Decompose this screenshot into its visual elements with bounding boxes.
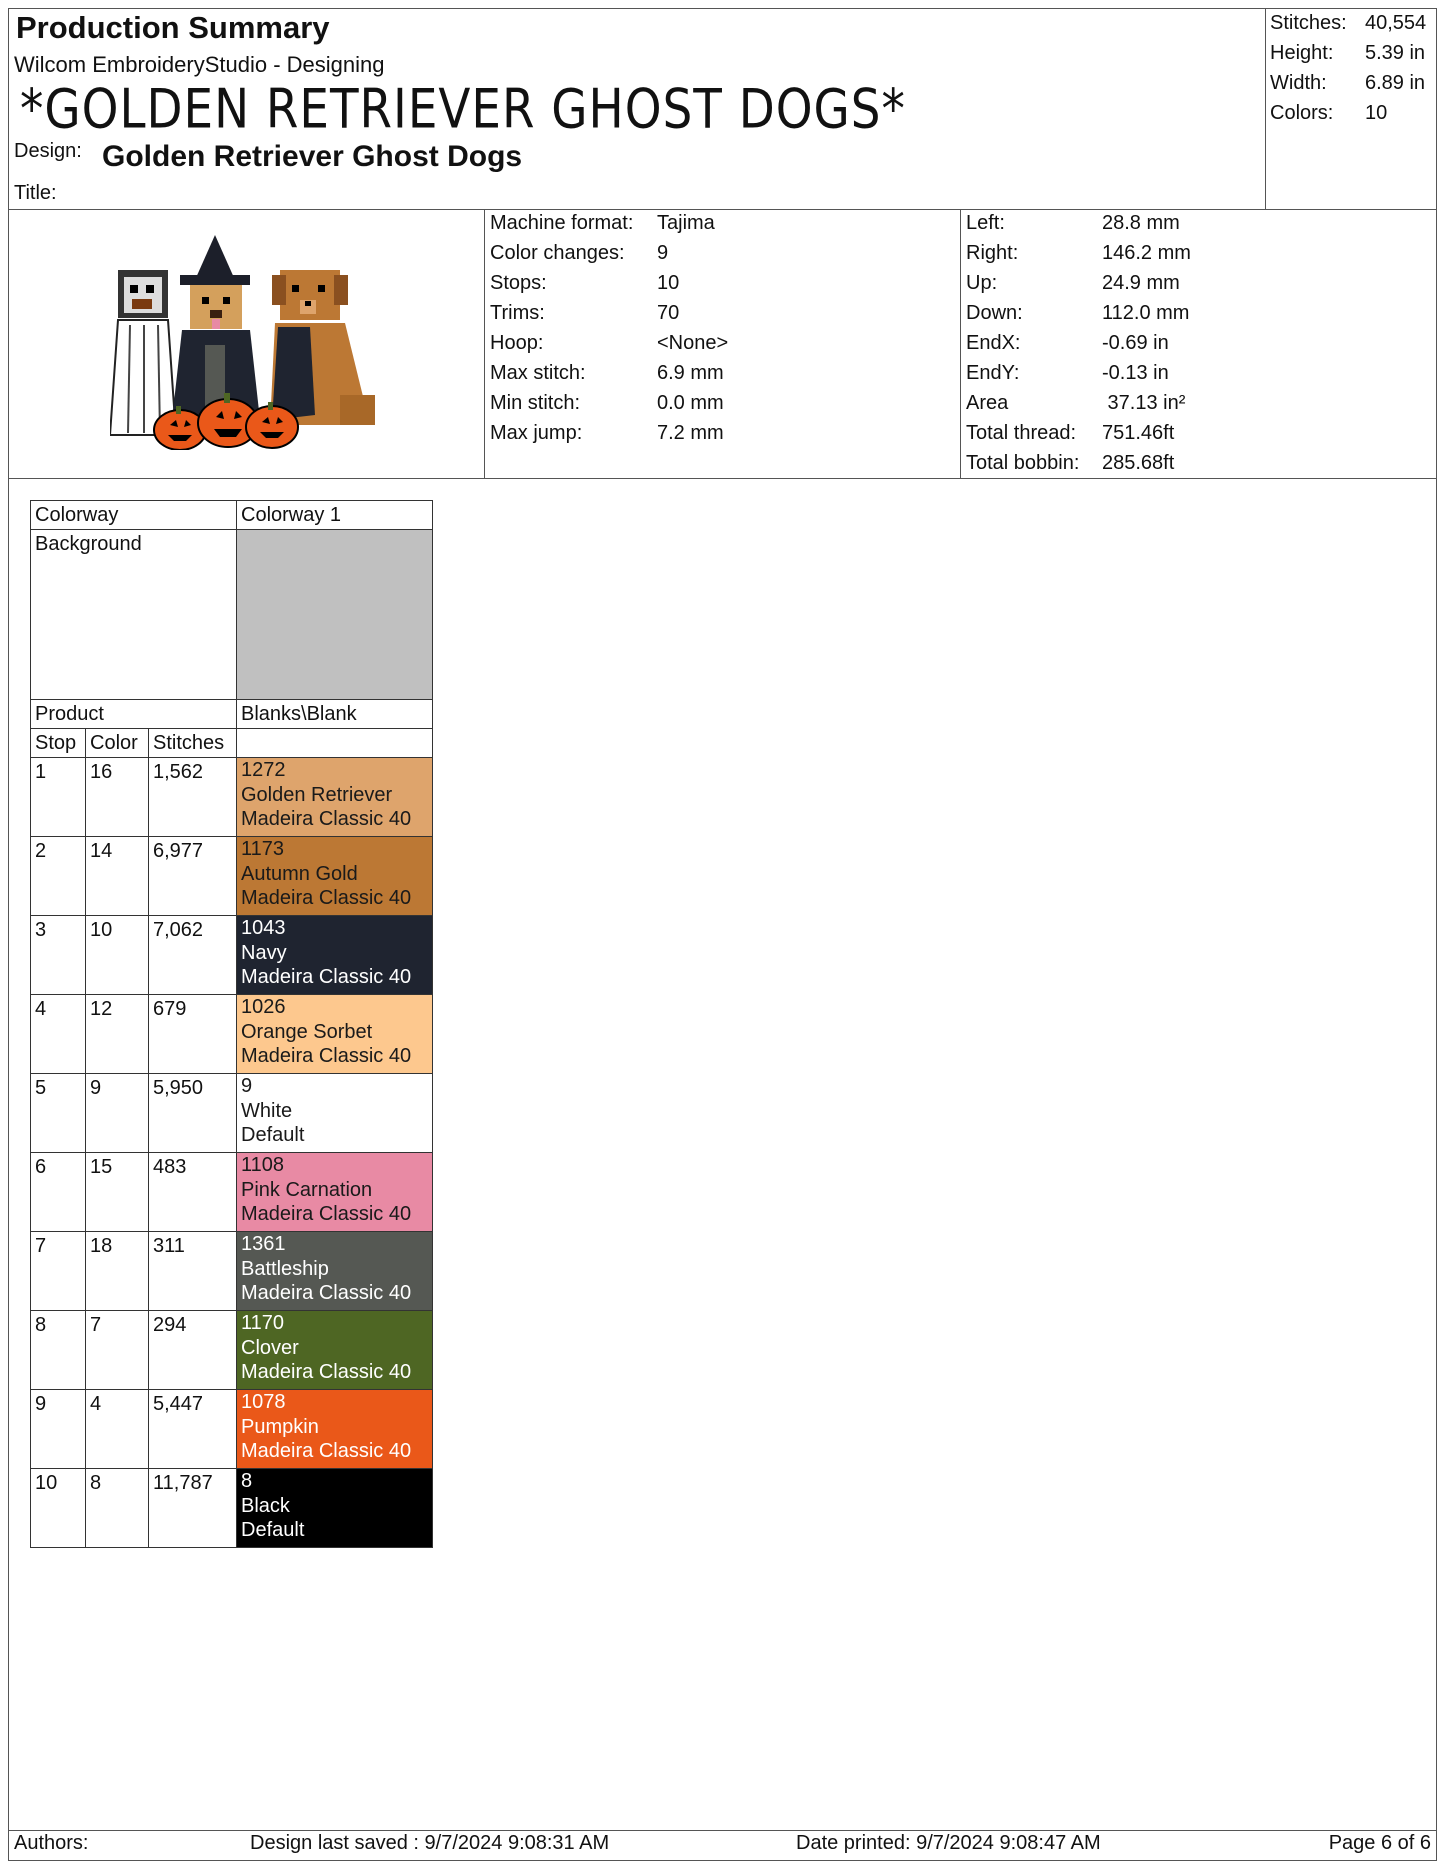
summary-panel bbox=[1270, 8, 1426, 128]
colorway-header-row bbox=[31, 501, 433, 530]
extents-label: Up: bbox=[966, 272, 998, 294]
machine-value: 7.2 mm bbox=[657, 422, 724, 444]
thread-code: 1026 bbox=[241, 996, 286, 1018]
machine-row bbox=[490, 418, 728, 448]
thread-code: 1361 bbox=[241, 1233, 286, 1255]
machine-label: Hoop: bbox=[490, 332, 544, 354]
design-label: Design: bbox=[14, 140, 82, 162]
extents-row bbox=[966, 298, 1191, 328]
machine-label: Max jump: bbox=[490, 422, 583, 444]
summary-label: Colors: bbox=[1270, 102, 1334, 124]
thread-swatch bbox=[237, 1311, 433, 1390]
machine-label: Color changes: bbox=[490, 242, 625, 264]
summary-row bbox=[1270, 68, 1426, 98]
color-number: 8 bbox=[86, 1469, 149, 1548]
colorway-label: Colorway bbox=[31, 501, 237, 530]
machine-row bbox=[490, 388, 728, 418]
thread-swatch bbox=[237, 1074, 433, 1153]
extents-value: 285.68ft bbox=[1102, 452, 1175, 474]
thread-brand: Madeira Classic 40 bbox=[241, 1440, 412, 1462]
extents-label: EndY: bbox=[966, 362, 1020, 384]
column-header-row bbox=[31, 729, 433, 758]
stitch-count: 11,787 bbox=[149, 1469, 237, 1548]
stitch-count: 5,950 bbox=[149, 1074, 237, 1153]
thread-swatch bbox=[237, 1232, 433, 1311]
machine-value: 6.9 mm bbox=[657, 362, 724, 384]
stop-number: 9 bbox=[31, 1390, 86, 1469]
extents-value: 751.46ft bbox=[1102, 422, 1175, 444]
golden-dog-figure bbox=[270, 270, 375, 425]
thread-name: Battleship bbox=[241, 1257, 329, 1280]
summary-row bbox=[1270, 8, 1426, 38]
title-label: Title: bbox=[14, 182, 57, 204]
machine-label: Machine format: bbox=[490, 212, 634, 234]
machine-value: 9 bbox=[657, 242, 669, 264]
extents-value: 28.8 mm bbox=[1102, 212, 1180, 234]
stitch-count: 294 bbox=[149, 1311, 237, 1390]
extents-label: Total bobbin: bbox=[966, 452, 1080, 474]
extents-label: Down: bbox=[966, 302, 1023, 324]
extents-value: 112.0 mm bbox=[1102, 302, 1190, 324]
thread-swatch bbox=[237, 995, 433, 1074]
thread-brand: Default bbox=[241, 1519, 305, 1541]
machine-row bbox=[490, 238, 728, 268]
background-label: Background bbox=[31, 530, 237, 700]
info-bottom-line bbox=[8, 478, 1437, 479]
color-number: 4 bbox=[86, 1390, 149, 1469]
extents-label: Total thread: bbox=[966, 422, 1077, 444]
machine-value: 70 bbox=[657, 302, 680, 324]
footer-authors: Authors: bbox=[14, 1832, 89, 1854]
extents-row bbox=[966, 358, 1191, 388]
color-stop-row bbox=[31, 995, 433, 1074]
info-divider-1 bbox=[484, 209, 485, 478]
footer-date-printed: Date printed: 9/7/2024 9:08:47 AM bbox=[796, 1832, 1101, 1854]
extents-row bbox=[966, 388, 1191, 418]
stop-number: 4 bbox=[31, 995, 86, 1074]
extents-row bbox=[966, 238, 1191, 268]
thread-name: Golden Retriever bbox=[241, 783, 393, 806]
design-name: Golden Retriever Ghost Dogs bbox=[102, 140, 523, 173]
stitch-count: 311 bbox=[149, 1232, 237, 1311]
summary-value: 10 bbox=[1365, 102, 1388, 124]
machine-label: Max stitch: bbox=[490, 362, 586, 384]
machine-label: Min stitch: bbox=[490, 392, 581, 414]
machine-row bbox=[490, 208, 728, 238]
stop-number: 7 bbox=[31, 1232, 86, 1311]
thread-brand: Madeira Classic 40 bbox=[241, 887, 412, 909]
design-preview-image bbox=[110, 235, 390, 450]
thread-brand: Madeira Classic 40 bbox=[241, 808, 412, 830]
col-stitches-header: Stitches bbox=[149, 729, 237, 758]
machine-row bbox=[490, 358, 728, 388]
thread-name: Autumn Gold bbox=[241, 862, 358, 885]
thread-brand: Default bbox=[241, 1124, 305, 1146]
stitch-count: 679 bbox=[149, 995, 237, 1074]
extents-row bbox=[966, 208, 1191, 238]
extents-panel bbox=[966, 208, 1191, 478]
summary-label: Height: bbox=[1270, 42, 1334, 64]
thread-brand: Madeira Classic 40 bbox=[241, 966, 412, 988]
color-stop-row bbox=[31, 837, 433, 916]
extents-value: 24.9 mm bbox=[1102, 272, 1180, 294]
summary-value: 40,554 bbox=[1365, 12, 1427, 34]
color-stop-row bbox=[31, 1311, 433, 1390]
thread-swatch bbox=[237, 1153, 433, 1232]
color-number: 9 bbox=[86, 1074, 149, 1153]
thread-brand: Madeira Classic 40 bbox=[241, 1045, 412, 1067]
color-stop-row bbox=[31, 758, 433, 837]
extents-value: -0.69 in bbox=[1102, 332, 1169, 354]
product-label: Product bbox=[31, 700, 237, 729]
stitch-count: 7,062 bbox=[149, 916, 237, 995]
colorway-table bbox=[30, 500, 433, 1548]
col-stop-header: Stop bbox=[31, 729, 86, 758]
background-swatch bbox=[237, 530, 433, 700]
product-value: Blanks\Blank bbox=[237, 700, 433, 729]
footer-last-saved: Design last saved : 9/7/2024 9:08:31 AM bbox=[250, 1832, 610, 1854]
summary-value: 6.89 in bbox=[1365, 72, 1426, 94]
color-number: 10 bbox=[86, 916, 149, 995]
machine-label: Trims: bbox=[490, 302, 545, 324]
design-banner: *GOLDEN RETRIEVER GHOST DOGS* bbox=[20, 78, 906, 141]
software-name: Wilcom EmbroideryStudio - Designing bbox=[14, 52, 385, 77]
machine-label: Stops: bbox=[490, 272, 547, 294]
color-stop-row bbox=[31, 916, 433, 995]
thread-code: 1272 bbox=[241, 759, 286, 781]
thread-code: 1108 bbox=[241, 1154, 285, 1176]
color-stop-row bbox=[31, 1390, 433, 1469]
thread-name: White bbox=[241, 1099, 293, 1122]
color-stop-row bbox=[31, 1469, 433, 1548]
extents-label: Left: bbox=[966, 212, 1005, 234]
extents-label: Right: bbox=[966, 242, 1019, 264]
thread-name: Pumpkin bbox=[241, 1415, 319, 1438]
thread-name: Orange Sorbet bbox=[241, 1020, 373, 1043]
thread-code: 1170 bbox=[241, 1312, 285, 1334]
machine-row bbox=[490, 268, 728, 298]
extents-value: 146.2 mm bbox=[1102, 242, 1191, 264]
thread-name: Pink Carnation bbox=[241, 1178, 373, 1201]
stitch-count: 1,562 bbox=[149, 758, 237, 837]
thread-code: 1078 bbox=[241, 1391, 286, 1413]
thread-brand: Madeira Classic 40 bbox=[241, 1203, 412, 1225]
footer-top-line bbox=[8, 1830, 1437, 1831]
extents-label: EndX: bbox=[966, 332, 1021, 354]
machine-value: <None> bbox=[657, 332, 729, 354]
summary-label: Width: bbox=[1270, 72, 1327, 94]
thread-brand: Madeira Classic 40 bbox=[241, 1282, 412, 1304]
machine-row bbox=[490, 328, 728, 358]
extents-row bbox=[966, 418, 1191, 448]
thread-swatch bbox=[237, 916, 433, 995]
stitch-count: 6,977 bbox=[149, 837, 237, 916]
background-row bbox=[31, 530, 433, 700]
color-stop-row bbox=[31, 1074, 433, 1153]
thread-name: Black bbox=[241, 1494, 290, 1517]
stop-number: 8 bbox=[31, 1311, 86, 1390]
header-divider bbox=[1265, 8, 1266, 209]
thread-brand: Madeira Classic 40 bbox=[241, 1361, 412, 1383]
stop-number: 10 bbox=[31, 1469, 86, 1548]
ghost-dog-figure bbox=[110, 270, 176, 435]
col-thread-header bbox=[237, 729, 433, 758]
stop-number: 1 bbox=[31, 758, 86, 837]
stitch-count: 5,447 bbox=[149, 1390, 237, 1469]
product-row bbox=[31, 700, 433, 729]
extents-row bbox=[966, 328, 1191, 358]
color-number: 18 bbox=[86, 1232, 149, 1311]
machine-value: 0.0 mm bbox=[657, 392, 724, 414]
extents-value: -0.13 in bbox=[1102, 362, 1169, 384]
thread-swatch bbox=[237, 1390, 433, 1469]
summary-value: 5.39 in bbox=[1365, 42, 1426, 64]
stop-number: 6 bbox=[31, 1153, 86, 1232]
thread-code: 1043 bbox=[241, 917, 286, 939]
witch-dog-figure bbox=[172, 235, 260, 420]
extents-value: 37.13 in² bbox=[1102, 392, 1186, 414]
thread-name: Navy bbox=[241, 941, 287, 964]
col-color-header: Color bbox=[86, 729, 149, 758]
color-number: 14 bbox=[86, 837, 149, 916]
summary-row bbox=[1270, 98, 1426, 128]
machine-info-panel bbox=[490, 208, 728, 448]
stitch-count: 483 bbox=[149, 1153, 237, 1232]
extents-label: Area bbox=[966, 392, 1009, 414]
thread-swatch bbox=[237, 758, 433, 837]
color-number: 7 bbox=[86, 1311, 149, 1390]
color-stop-row bbox=[31, 1153, 433, 1232]
color-number: 12 bbox=[86, 995, 149, 1074]
machine-value: Tajima bbox=[657, 212, 715, 234]
color-number: 16 bbox=[86, 758, 149, 837]
thread-swatch bbox=[237, 837, 433, 916]
report-title: Production Summary bbox=[16, 10, 330, 45]
thread-code: 1173 bbox=[241, 838, 285, 860]
stop-number: 3 bbox=[31, 916, 86, 995]
extents-row bbox=[966, 268, 1191, 298]
summary-label: Stitches: bbox=[1270, 12, 1347, 34]
info-divider-2 bbox=[960, 209, 961, 478]
stop-number: 5 bbox=[31, 1074, 86, 1153]
machine-value: 10 bbox=[657, 272, 680, 294]
thread-name: Clover bbox=[241, 1336, 299, 1359]
color-stop-row bbox=[31, 1232, 433, 1311]
stop-number: 2 bbox=[31, 837, 86, 916]
colorway-value: Colorway 1 bbox=[237, 501, 433, 530]
summary-row bbox=[1270, 38, 1426, 68]
thread-code: 8 bbox=[241, 1470, 253, 1492]
extents-row bbox=[966, 448, 1191, 478]
footer-page-number: Page 6 of 6 bbox=[1328, 1832, 1431, 1854]
thread-swatch bbox=[237, 1469, 433, 1548]
thread-code: 9 bbox=[241, 1075, 253, 1097]
machine-row bbox=[490, 298, 728, 328]
color-number: 15 bbox=[86, 1153, 149, 1232]
